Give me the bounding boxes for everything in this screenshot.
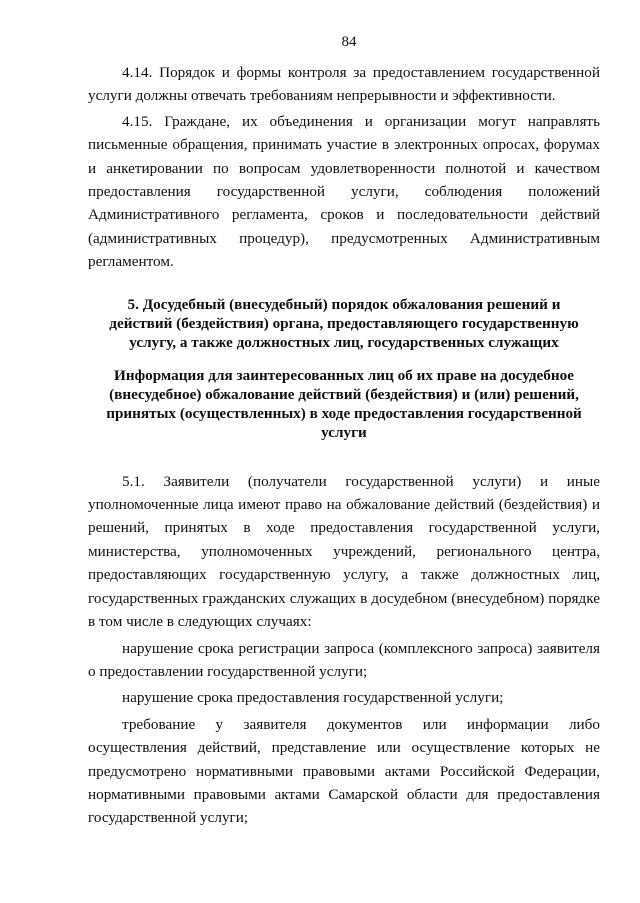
case-item: нарушение срока регистрации запроса (комплексного запроса) заявителя о предоставлении государственной услуги; <box>88 639 600 680</box>
page-number: 84 <box>341 34 357 50</box>
case-item: требование у заявителя документов или информации либо осуществления действий, представление или осуществление которых не предусмотрено нормативными правовыми актами Российской Федерации, нормативными правовыми актами Самарской области для предоставления государственной услуги; <box>88 715 600 827</box>
case-item: нарушение срока предоставления государственной услуги; <box>122 689 504 707</box>
info-heading: Информация для заинтересованных лиц об их праве на досудебное (внесудебное) обжалование действий (бездействия) и (или) решений, принятых (осуществленных) в ходе предоставления государственной услуги <box>106 366 582 441</box>
paragraph-4-15: 4.15. Граждане, их объединения и организации могут направлять письменные обращения, принимать участие в электронных опросах, форумах и анкетировании по вопросам удовлетворенности полнотой и качеством предоставления государственной услуги, соблюдения положений Административного регламента, сроков и последовательности действий (административных процедур), предусмотренных Административным регламентом. <box>88 112 600 271</box>
paragraph-4-14: 4.14. Порядок и формы контроля за предоставлением государственной услуги должны отвечать требованиям непрерывности и эффективности. <box>88 64 600 105</box>
section-heading: 5. Досудебный (внесудебный) порядок обжалования решений и действий (бездействия) органа, предоставляющего государственную услугу, а также должностных лиц, государственных служащих <box>109 295 579 351</box>
paragraph-5-1: 5.1. Заявители (получатели государственной услуги) и иные уполномоченные лица имеют право на обжалование действий (бездействия) и решений, принятых в ходе предоставления государственной услуги, министерства, уполномоченных учреждений, регионального центра, предоставляющих государственную услугу, а также должностных лиц, государственных гражданских служащих в досудебном (внесудебном) порядке в том числе в следующих случаях: <box>88 472 600 631</box>
